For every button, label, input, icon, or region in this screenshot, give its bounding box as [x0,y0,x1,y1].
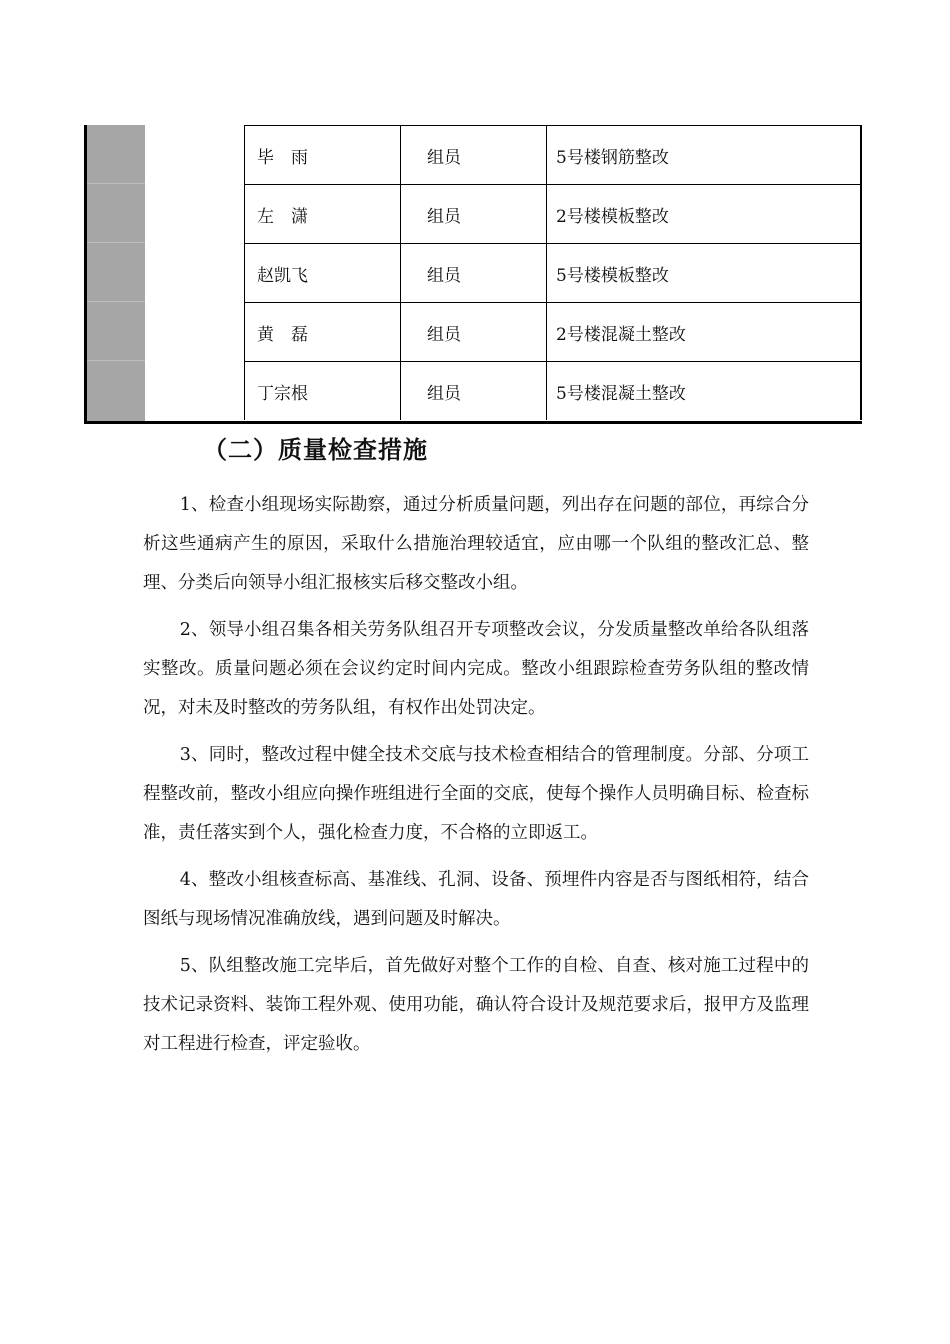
table-row [245,303,862,362]
member-task: 2号楼模板整改 [547,185,862,244]
member-name: 左 潇 [245,185,401,244]
member-table [244,125,862,420]
member-name: 丁宗根 [245,362,401,421]
member-role: 组员 [401,244,547,303]
paragraph: 1、检查小组现场实际勘察，通过分析质量问题，列出存在问题的部位，再综合分析这些通病产生的原因，采取什么措施治理较适宜，应由哪一个队组的整改汇总、整理、分类后向领导小组汇报核实后移交整改小组。 [143,495,809,593]
member-name: 赵凯飞 [245,244,401,303]
member-name: 黄 磊 [245,303,401,362]
member-task: 5号楼模板整改 [547,244,862,303]
member-role: 组员 [401,126,547,185]
table-bottom-rule [84,421,862,424]
member-role: 组员 [401,185,547,244]
paragraph: 5、队组整改施工完毕后，首先做好对整个工作的自检、自查、核对施工过程中的技术记录资料、装饰工程外观、使用功能，确认符合设计及规范要求后，报甲方及监理对工程进行检查，评定验收。 [143,956,809,1054]
paragraph: 4、整改小组核查标高、基准线、孔洞、设备、预埋件内容是否与图纸相符，结合图纸与现场情况准确放线，遇到问题及时解决。 [143,870,809,929]
member-role: 组员 [401,303,547,362]
shaded-column [84,125,145,421]
table-row [245,244,862,303]
paragraph: 3、同时，整改过程中健全技术交底与技术检查相结合的管理制度。分部、分项工程整改前，整改小组应向操作班组进行全面的交底，使每个操作人员明确目标、检查标准，责任落实到个人，强化检查力度，不合格的立即返工。 [143,745,809,843]
table-row [245,362,862,421]
body-text [143,486,809,1072]
table-row [245,185,862,244]
shaded-divider [87,301,145,302]
member-table-block [84,125,862,423]
member-task: 5号楼混凝土整改 [547,362,862,421]
member-task: 2号楼混凝土整改 [547,303,862,362]
shaded-divider [87,242,145,243]
blank-column [145,125,244,421]
shaded-divider [87,183,145,184]
member-name: 毕 雨 [245,126,401,185]
member-task: 5号楼钢筋整改 [547,126,862,185]
paragraph: 2、领导小组召集各相关劳务队组召开专项整改会议，分发质量整改单给各队组落实整改。质量问题必须在会议约定时间内完成。整改小组跟踪检查劳务队组的整改情况，对未及时整改的劳务队组，有权作出处罚决定。 [143,620,809,718]
member-role: 组员 [401,362,547,421]
shaded-divider [87,360,145,361]
section-heading: （二）质量检查措施 [203,436,428,464]
table-row [245,126,862,185]
